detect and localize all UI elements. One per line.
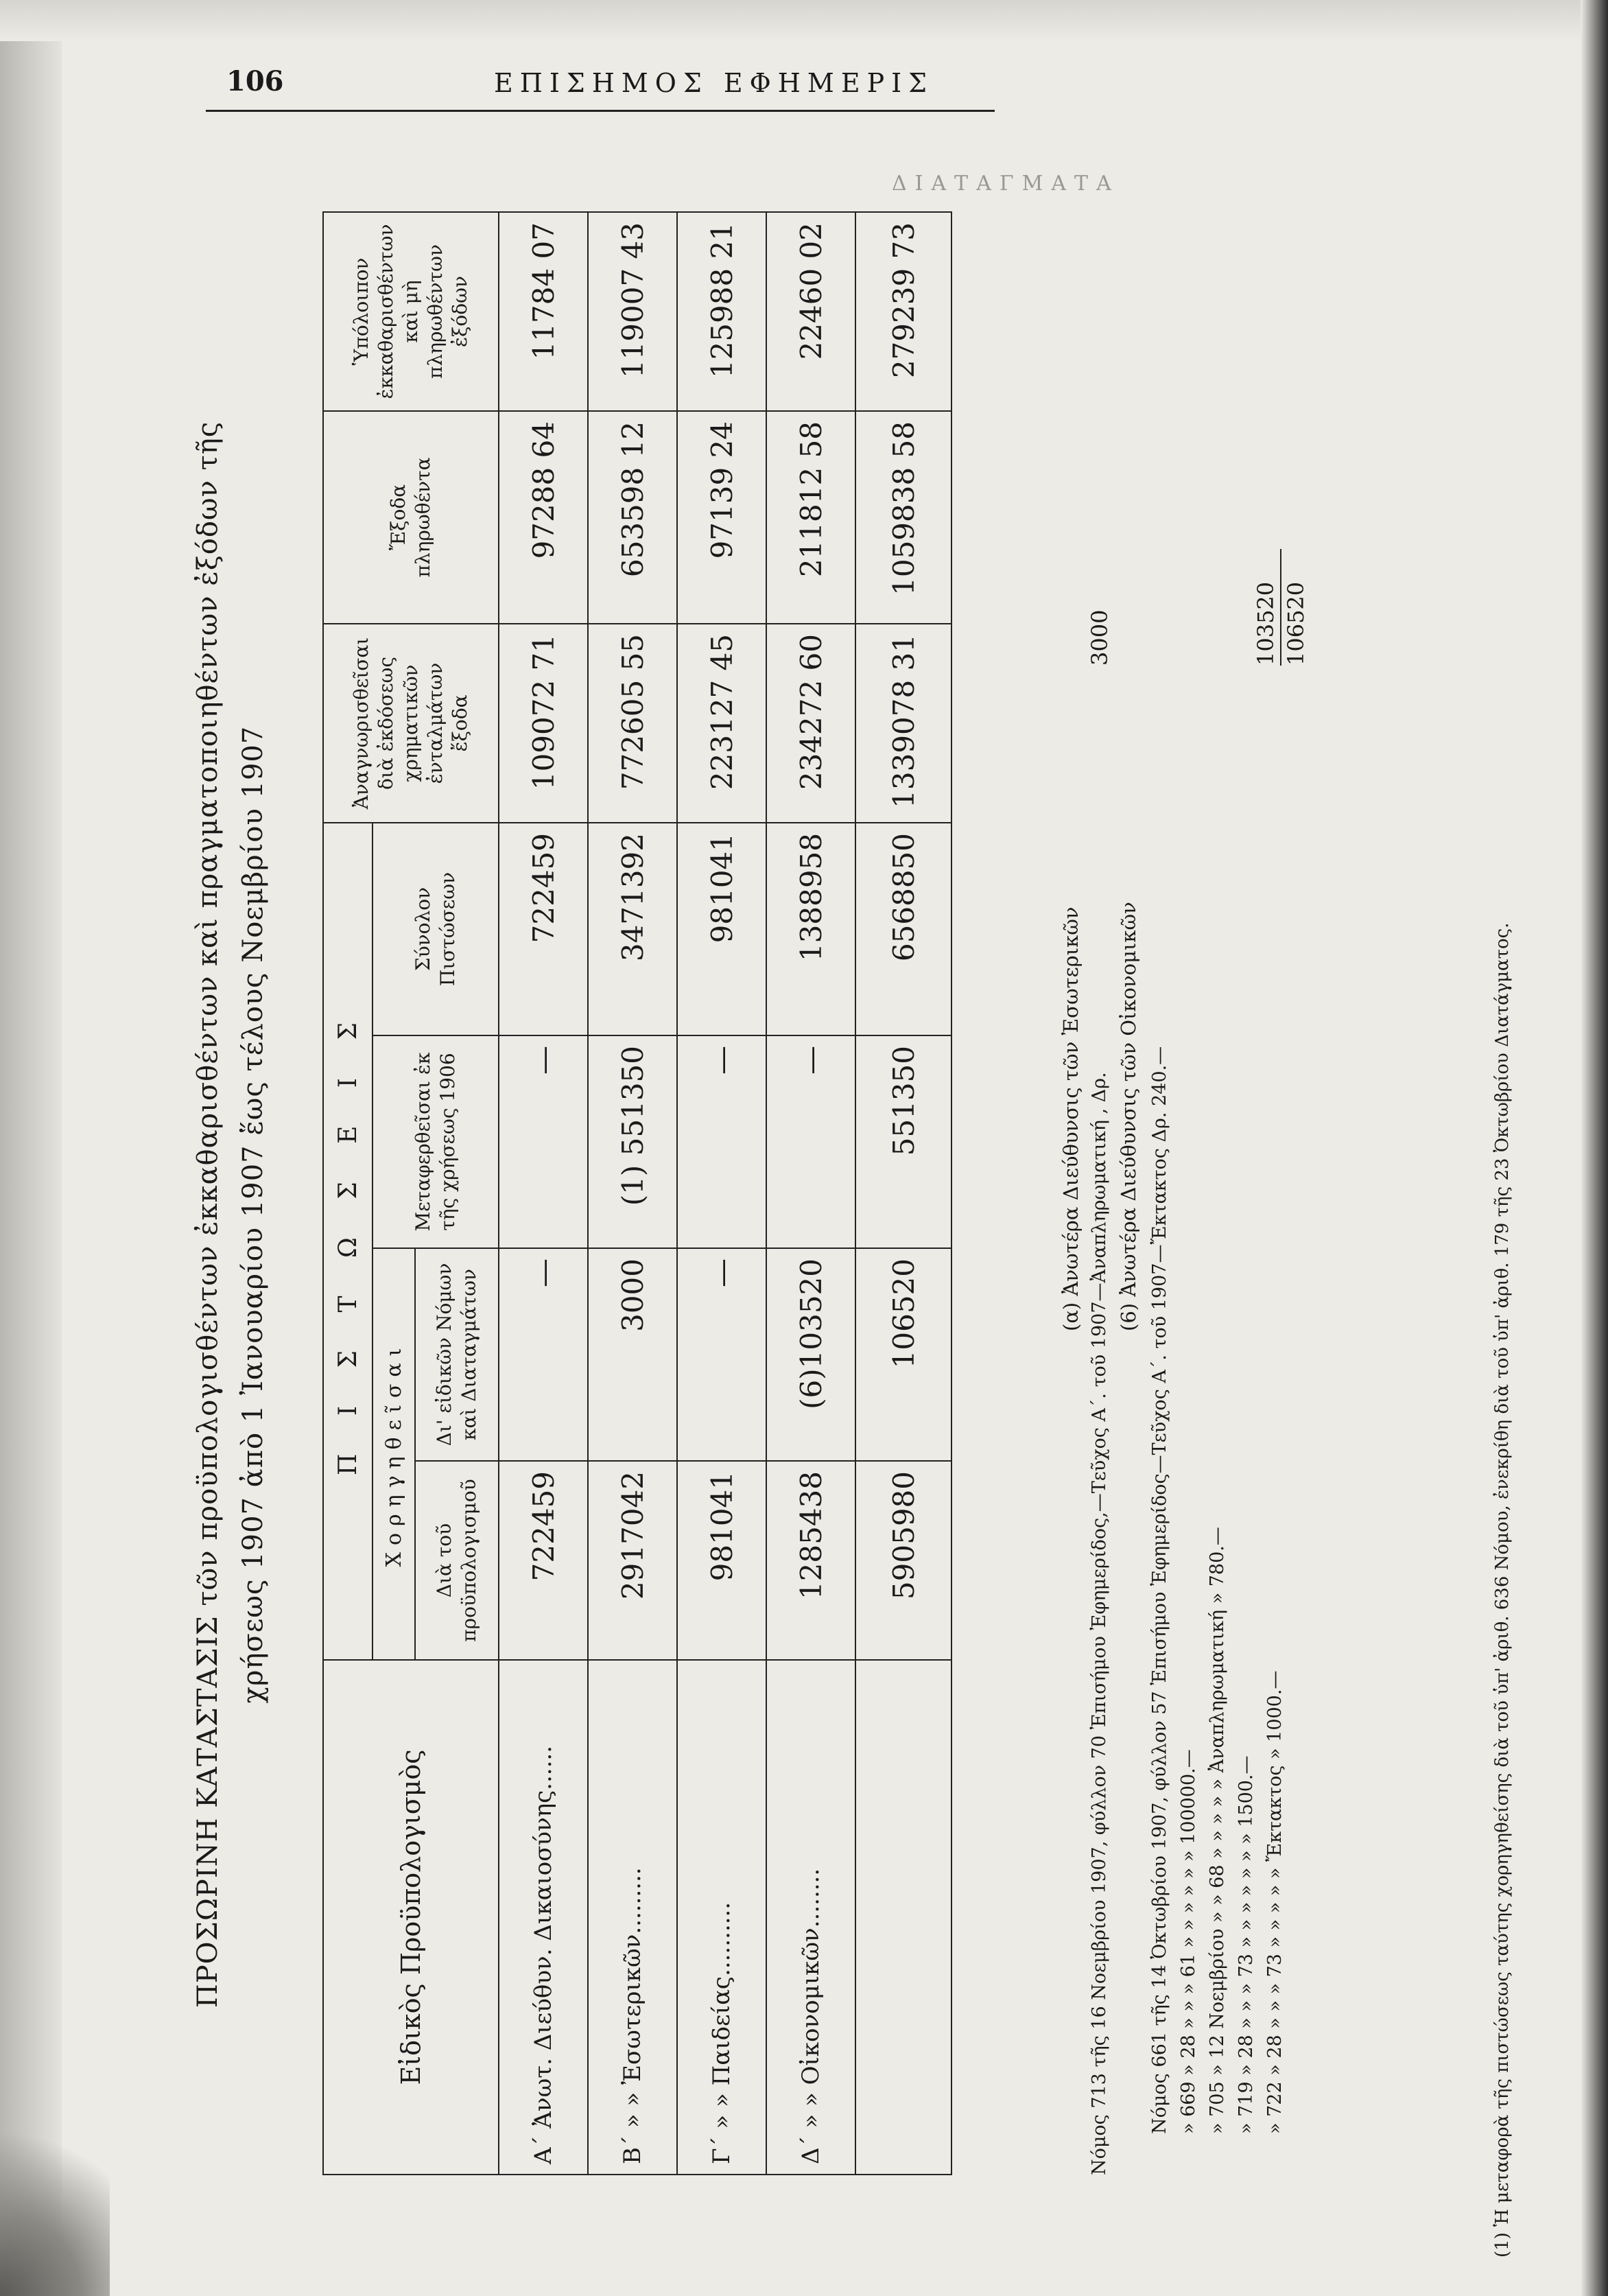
law-note-line: » 705 » 12 Νοεμβρίου » » 68 » » » » » Ἀναπληρωματική » 780.— xyxy=(1207,1527,1228,2134)
scan-corner-shadow xyxy=(0,2090,110,2296)
cleared-lepta: 60 xyxy=(794,634,828,671)
title-line-1: ΠΡΟΣΩΡΙΝΗ ΚΑΤΑΣΤΑΣΙΣ τῶν προϋπολογισθέντων ἐκκαθαρισθέντων καὶ πραγματοποιηθέντων ἐξόδων τῆς xyxy=(192,421,224,2008)
remaining-cell xyxy=(588,212,677,411)
total-ordinary-cell: 5905980 xyxy=(855,1461,951,1660)
remaining-cell xyxy=(499,212,588,411)
ordinary-cell: 1285438 xyxy=(766,1461,855,1660)
scan-top-shadow xyxy=(0,0,1608,41)
table-row xyxy=(766,212,855,2175)
remaining-lepta: 43 xyxy=(615,222,650,259)
total-cleared-lepta: 31 xyxy=(886,634,921,671)
remaining-cell xyxy=(766,212,855,411)
cleared-drachmas: 772605 xyxy=(615,679,650,790)
cleared-cell xyxy=(677,624,766,823)
budget-cell: Γ΄ » » Παιδείας.......... xyxy=(677,1660,766,2175)
total-paid-drachmas: 1059838 xyxy=(886,467,921,596)
cleared-cell xyxy=(588,624,677,823)
paid-lepta: 58 xyxy=(794,421,828,458)
total-remaining-cell xyxy=(855,212,951,411)
note-category-a: (α) Ἀνωτέρα Διεύθυνσις τῶν Ἐσωτερικῶν xyxy=(1059,906,1083,1331)
page-number: 106 xyxy=(226,65,284,97)
total-paid-lepta: 58 xyxy=(886,421,921,458)
granted-group-header: Χορηγηθεῖσαι xyxy=(373,1248,415,1660)
budget-cell: Α΄ Ἀνωτ. Διεύθυν. Δικαιοσύνης...... xyxy=(499,1660,588,2175)
table-row xyxy=(499,212,588,2175)
scan-edge-shadow xyxy=(0,0,62,2296)
totals-row xyxy=(855,212,951,2175)
total-total-cell: 6568850 xyxy=(855,823,951,1035)
footnote: (1) Ἡ μεταφορὰ τῆς πιστώσεως ταύτης χορηγηθείσης διὰ τοῦ ὑπ' ἀριθ. 636 Νόμου, ἐνεκρίθη διὰ τοῦ ὑπ' ἀριθ. 179 τῆς 23 Ὀκτωβρίου Διατάγματος. xyxy=(1492,922,1513,2258)
budget-cell: Β΄ » » Ἐσωτερικῶν......... xyxy=(588,1660,677,2175)
total-remaining-drachmas: 279239 xyxy=(886,268,921,379)
totals-label-cell xyxy=(855,1660,951,2175)
col-total-header: Σύνολον Πιστώσεων xyxy=(373,823,499,1035)
special-cell: — xyxy=(677,1248,766,1461)
ordinary-cell: 2917042 xyxy=(588,1461,677,1660)
col-ordinary-header: Διὰ τοῦ προϋπολογισμοῦ xyxy=(415,1461,499,1660)
calc-value: 103520 xyxy=(1253,581,1279,666)
cleared-cell xyxy=(766,624,855,823)
note-law-713: Νόμος 713 τῆς 16 Νοεμβρίου 1907, φύλλον 70 Ἐπισήμου Ἐφημερίδος,—Τεῦχος Α΄. τοῦ 1907—Ἀναπληρωματική , Δρ. xyxy=(1089,1072,1110,2175)
cleared-lepta: 45 xyxy=(705,634,739,671)
col-special-header: Δι' εἰδικῶν Νόμων καὶ Διαταγμάτων xyxy=(415,1248,499,1461)
title-line-2: χρήσεως 1907 ἀπὸ 1 Ἰανουαρίου 1907 ἕως τέλους Νοεμβρίου 1907 xyxy=(237,725,269,1704)
paid-drachmas: 211812 xyxy=(794,467,828,578)
remaining-lepta: 02 xyxy=(794,222,828,259)
credits-group-header: Π Ι Σ Τ Ω Σ Ε Ι Σ xyxy=(323,823,373,1660)
law-note-line: » 669 » 28 » » » 61 » » » » » » 100000.— xyxy=(1178,1749,1199,2134)
table-row xyxy=(677,212,766,2175)
cleared-drachmas: 223127 xyxy=(705,679,739,790)
total-remaining-lepta: 73 xyxy=(886,222,921,259)
law-note-line: Νόμος 661 τῆς 14 Ὀκτωβρίου 1907, φύλλον 57 Ἐπισήμου Ἐφημερίδος—Τεῦχος Α΄. τοῦ 1907—Ἔκτακτος Δρ. 240.— xyxy=(1149,1046,1170,2134)
calc-total: 106520 xyxy=(1283,581,1309,666)
cleared-lepta: 71 xyxy=(526,634,560,671)
total-cell: 3471392 xyxy=(588,823,677,1035)
journal-title: ΕΠΙΣΗΜΟΣ ΕΦΗΜΕΡΙΣ xyxy=(494,68,934,98)
paid-cell xyxy=(677,411,766,624)
law-note-line: » 719 » 28 » » » 73 » » » » » » » 1500.— xyxy=(1235,1755,1257,2134)
total-special-cell: 106520 xyxy=(855,1248,951,1461)
paid-cell xyxy=(766,411,855,624)
calculation-block xyxy=(1043,549,1310,666)
scan-right-shadow xyxy=(1581,0,1608,2296)
remaining-lepta: 07 xyxy=(526,222,560,259)
col-transferred-header: Μεταφερθεῖσαι ἐκ τῆς χρήσεως 1906 xyxy=(373,1035,499,1248)
total-cell: 981041 xyxy=(677,823,766,1035)
cleared-drachmas: 109072 xyxy=(526,679,560,790)
budget-cell: Δ΄ » » Οἰκονομικῶν........ xyxy=(766,1660,855,2175)
special-cell: (6)103520 xyxy=(766,1248,855,1461)
transferred-cell: — xyxy=(766,1035,855,1248)
paid-lepta: 24 xyxy=(705,421,739,458)
total-cleared-cell xyxy=(855,624,951,823)
col-paid-header: Ἔξοδα πληρωθέντα xyxy=(323,411,499,624)
col-cleared-header: Ἀναγνωρισθεῖσαι διὰ ἐκδόσεως χρηματικῶν ἐνταλμάτων ἔξοδα xyxy=(323,624,499,823)
cleared-cell xyxy=(499,624,588,823)
total-paid-cell xyxy=(855,411,951,624)
calc-value: 3000 xyxy=(1087,609,1113,666)
total-transferred-cell: 551350 xyxy=(855,1035,951,1248)
col-remaining-header: Ὑπόλοιπον ἐκκαθαρισθέντων καὶ μὴ πληρωθέντων ἐξόδων xyxy=(323,212,499,411)
transferred-cell: — xyxy=(677,1035,766,1248)
expenditure-table xyxy=(322,211,952,2175)
bleed-through-text: ΔΙΑΤΑΓΜΑΤΑ xyxy=(892,172,1120,196)
remaining-drachmas: 11784 xyxy=(526,268,560,360)
remaining-cell xyxy=(677,212,766,411)
special-cell: 3000 xyxy=(588,1248,677,1461)
law-note-line: » 722 » 28 » » » 73 » » » » » Ἔκτακτος » 1000.— xyxy=(1264,1670,1286,2134)
paid-cell xyxy=(499,411,588,624)
paid-drachmas: 653598 xyxy=(615,467,650,578)
total-cleared-drachmas: 1339078 xyxy=(886,679,921,808)
paid-lepta: 64 xyxy=(526,421,560,458)
transferred-cell: (1) 551350 xyxy=(588,1035,677,1248)
ordinary-cell: 981041 xyxy=(677,1461,766,1660)
cleared-lepta: 55 xyxy=(615,634,650,671)
transferred-cell: — xyxy=(499,1035,588,1248)
total-cell: 722459 xyxy=(499,823,588,1035)
table-row xyxy=(588,212,677,2175)
col-budget-header: Εἰδικὸς Προϋπολογισμὸς xyxy=(323,1660,499,2175)
paid-drachmas: 97139 xyxy=(705,467,739,559)
special-cell: — xyxy=(499,1248,588,1461)
paid-lepta: 12 xyxy=(615,421,650,458)
ordinary-cell: 722459 xyxy=(499,1461,588,1660)
remaining-drachmas: 125988 xyxy=(705,268,739,379)
statement-title xyxy=(185,172,276,2258)
rotated-page-content xyxy=(172,75,1530,2258)
note-category-b: (6) Ἀνωτέρα Διεύθυνσις τῶν Οἰκονομικῶν xyxy=(1117,902,1140,1331)
remaining-drachmas: 22460 xyxy=(794,268,828,360)
cleared-drachmas: 234272 xyxy=(794,679,828,790)
total-cell: 1388958 xyxy=(766,823,855,1035)
remaining-drachmas: 119007 xyxy=(615,268,650,379)
remaining-lepta: 21 xyxy=(705,222,739,259)
paid-cell xyxy=(588,411,677,624)
paid-drachmas: 97288 xyxy=(526,467,560,559)
